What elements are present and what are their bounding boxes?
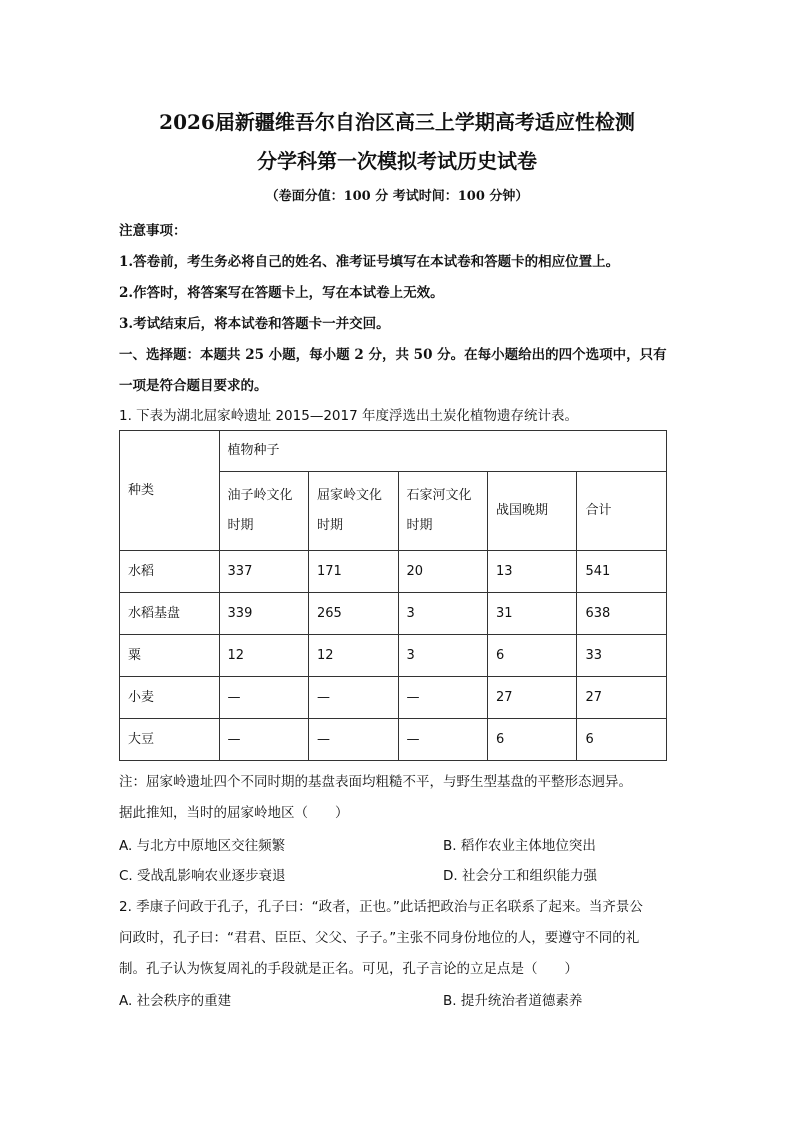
q1-option-a: A. 与北方中原地区交往频繁 <box>119 838 286 854</box>
table-cell: 12 <box>309 635 398 677</box>
table-cell: — <box>309 719 398 761</box>
table-cell: 27 <box>577 677 667 719</box>
table-cell: 339 <box>219 593 308 635</box>
table-row <box>120 719 667 761</box>
q2-stem-line1: 2. 季康子问政于孔子，孔子曰：“政者，正也。”此话把政治与正名联系了起来。当齐景公 <box>119 899 643 915</box>
q2-option-a: A. 社会秩序的重建 <box>119 993 232 1009</box>
table-cell: 13 <box>487 551 576 593</box>
table-row-label: 水稻 <box>120 551 220 593</box>
q2-option-b: B. 提升统治者道德素养 <box>443 993 583 1009</box>
table-cell: 171 <box>309 551 398 593</box>
table-cell: 20 <box>398 551 487 593</box>
q1-data-table <box>119 430 667 761</box>
q1-option-b: B. 稻作农业主体地位突出 <box>443 838 596 854</box>
table-row-label: 水稻基盘 <box>120 593 220 635</box>
table-cell: 31 <box>487 593 576 635</box>
table-cell: 6 <box>487 635 576 677</box>
table-cell: — <box>398 719 487 761</box>
table-cell: — <box>219 719 308 761</box>
table-row <box>120 593 667 635</box>
table-group-header: 植物种子 <box>219 431 666 472</box>
q1-table-note: 注：屈家岭遗址四个不同时期的基盘表面均粗糙不平，与野生型基盘的平整形态迥异。 <box>119 774 632 790</box>
q1-question: 据此推知，当时的屈家岭地区（ ） <box>119 805 349 821</box>
exam-info: （卷面分值：100 分 考试时间：100 分钟） <box>265 189 529 204</box>
note-item-1: 1.答卷前，考生务必将自己的姓名、准考证号填写在本试卷和答题卡的相应位置上。 <box>119 254 620 270</box>
table-cell: 265 <box>309 593 398 635</box>
table-col-header: 油子岭文化 时期 <box>219 472 308 551</box>
table-cell: 3 <box>398 635 487 677</box>
section-heading-line1: 一、选择题：本题共 25 小题，每小题 2 分，共 50 分。在每小题给出的四个选项中，只有 <box>119 347 667 363</box>
table-cell: 541 <box>577 551 667 593</box>
table-row-label: 粟 <box>120 635 220 677</box>
table-row <box>120 551 667 593</box>
q1-option-d: D. 社会分工和组织能力强 <box>443 868 597 884</box>
table-col-header: 石家河文化 时期 <box>398 472 487 551</box>
table-cell: — <box>219 677 308 719</box>
notes-heading: 注意事项： <box>119 223 187 239</box>
table-row-label: 大豆 <box>120 719 220 761</box>
note-item-2: 2.作答时，将答案写在答题卡上，写在本试卷上无效。 <box>119 285 444 301</box>
table-row <box>120 677 667 719</box>
exam-title-line2: 分学科第一次模拟考试历史试卷 <box>257 149 537 173</box>
table-cell: 638 <box>577 593 667 635</box>
table-row <box>120 635 667 677</box>
exam-title-line1: 2026届新疆维吾尔自治区高三上学期高考适应性检测 <box>159 110 635 134</box>
table-cell: 27 <box>487 677 576 719</box>
table-cell: 6 <box>577 719 667 761</box>
table-cell: 6 <box>487 719 576 761</box>
q2-stem-line2: 问政时，孔子曰：“君君、臣臣、父父、子子。”主张不同身份地位的人，要遵守不同的礼 <box>119 930 640 946</box>
table-cell: — <box>398 677 487 719</box>
table-row-label: 小麦 <box>120 677 220 719</box>
section-heading-line2: 一项是符合题目要求的。 <box>119 378 268 394</box>
note-item-3: 3.考试结束后，将本试卷和答题卡一并交回。 <box>119 316 390 332</box>
table-cell: 3 <box>398 593 487 635</box>
table-col-header: 合计 <box>577 472 667 551</box>
table-cell: 33 <box>577 635 667 677</box>
table-col-header: 屈家岭文化 时期 <box>309 472 398 551</box>
q1-stem: 1. 下表为湖北屈家岭遗址 2015—2017 年度浮选出土炭化植物遗存统计表。 <box>119 408 578 424</box>
table-header-type: 种类 <box>120 431 220 551</box>
table-cell: 12 <box>219 635 308 677</box>
table-cell: 337 <box>219 551 308 593</box>
table-cell: — <box>309 677 398 719</box>
q2-stem-line3: 制。孔子认为恢复周礼的手段就是正名。可见，孔子言论的立足点是（ ） <box>119 961 578 977</box>
q1-option-c: C. 受战乱影响农业逐步衰退 <box>119 868 286 884</box>
table-col-header: 战国晚期 <box>487 472 576 551</box>
